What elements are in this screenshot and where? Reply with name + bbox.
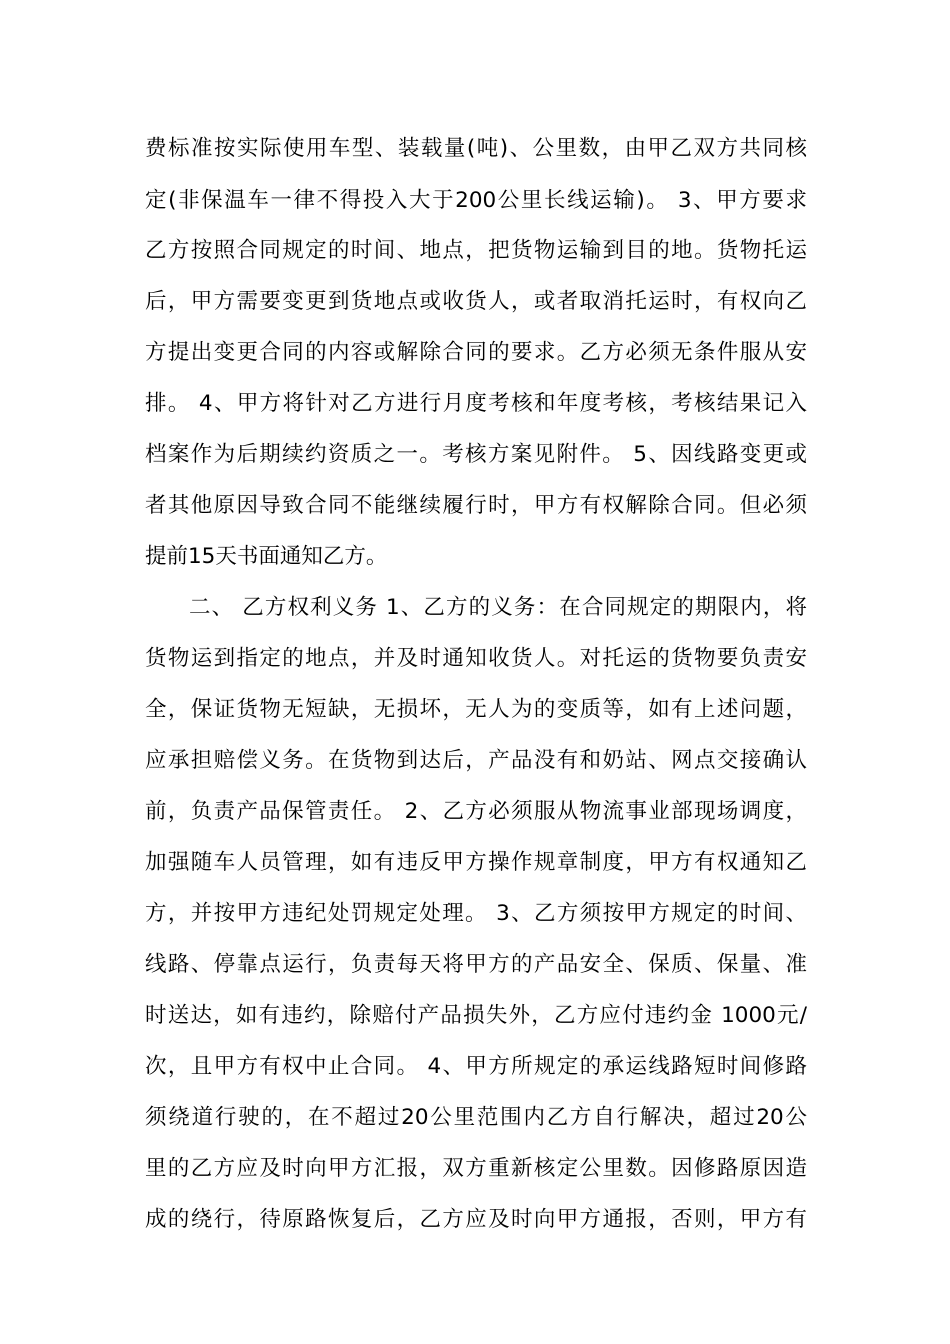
text-line: 提前15天书面通知乙方。 (145, 544, 388, 569)
text-line: 方提出变更合同的内容或解除合同的要求。乙方必须无条件服从安 (145, 340, 807, 365)
text-line: 档案作为后期续约资质之一。考核方案见附件。 5、因线路变更或 (145, 442, 807, 467)
text-line: 时送达，如有违约，除赔付产品损失外，乙方应付违约金 1000元/ (145, 1003, 807, 1028)
text-line: 者其他原因导致合同不能继续履行时，甲方有权解除合同。但必须 (145, 493, 807, 518)
text-line: 定(非保温车一律不得投入大于200公里长线运输)。 3、甲方要求 (145, 188, 807, 213)
text-line: 二、 乙方权利义务 1、乙方的义务：在合同规定的期限内，将 (189, 595, 807, 620)
text-line: 费标准按实际使用车型、装载量(吨)、公里数，由甲乙双方共同核 (145, 136, 807, 161)
text-line: 次，且甲方有权中止合同。 4、甲方所规定的承运线路短时间修路 (145, 1054, 807, 1079)
text-line: 乙方按照合同规定的时间、地点，把货物运输到目的地。货物托运 (145, 238, 807, 263)
text-line: 里的乙方应及时向甲方汇报，双方重新核定公里数。因修路原因造 (145, 1156, 807, 1181)
text-line: 加强随车人员管理，如有违反甲方操作规章制度，甲方有权通知乙 (145, 850, 807, 875)
text-line: 应承担赔偿义务。在货物到达后，产品没有和奶站、网点交接确认 (145, 748, 807, 773)
text-line: 须绕道行驶的，在不超过20公里范围内乙方自行解决，超过20公 (145, 1105, 807, 1130)
text-line: 后，甲方需要变更到货地点或收货人，或者取消托运时，有权向乙 (145, 289, 807, 314)
text-line: 排。 4、甲方将针对乙方进行月度考核和年度考核，考核结果记入 (145, 391, 807, 416)
text-line: 货物运到指定的地点，并及时通知收货人。对托运的货物要负责安 (145, 646, 807, 671)
text-line: 前，负责产品保管责任。 2、乙方必须服从物流事业部现场调度， (145, 799, 807, 824)
text-line: 线路、停靠点运行，负责每天将甲方的产品安全、保质、保量、准 (145, 952, 807, 977)
text-line: 全，保证货物无短缺，无损坏，无人为的变质等，如有上述问题， (145, 697, 807, 722)
text-line: 成的绕行，待原路恢复后，乙方应及时向甲方通报，否则，甲方有 (145, 1207, 807, 1232)
text-line: 方，并按甲方违纪处罚规定处理。 3、乙方须按甲方规定的时间、 (145, 901, 807, 926)
